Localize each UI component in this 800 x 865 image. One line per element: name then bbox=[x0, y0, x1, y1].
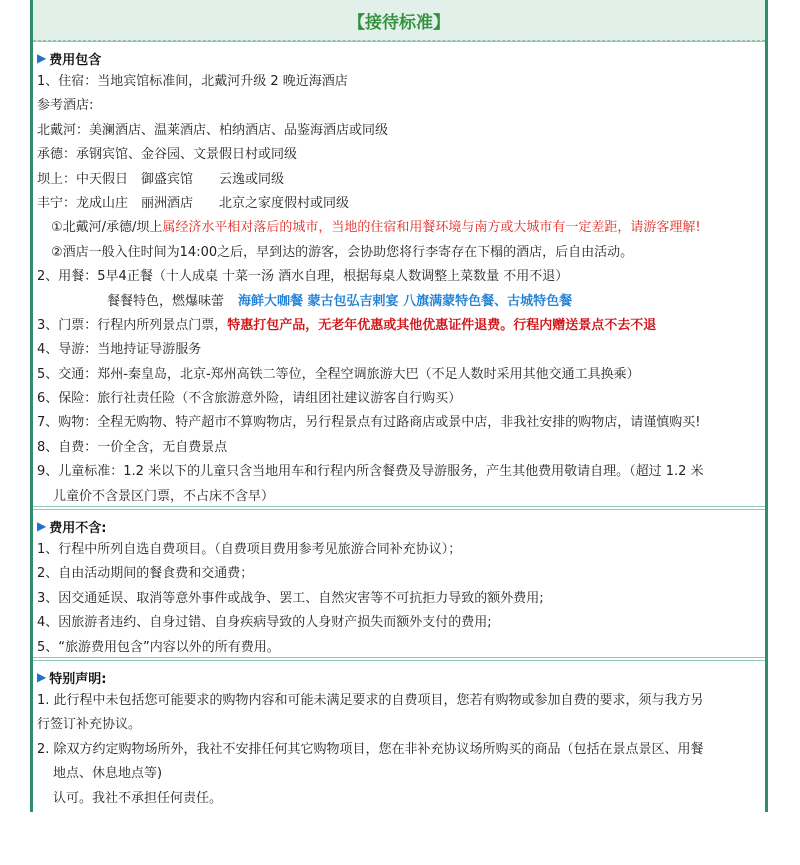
special-line-5: 认可。我社不承担任何责任。 bbox=[53, 790, 223, 806]
page-title: 【接待标准】 bbox=[348, 12, 450, 33]
special-statement-panel bbox=[33, 660, 765, 812]
reference-hotels-label: 参考酒店: bbox=[37, 98, 94, 114]
exclude-item: 1、行程中所列自选自费项目。（自费项目费用参考见旅游合同补充协议）； bbox=[37, 542, 462, 557]
fee-excluded-heading: ▶ 费用不含: bbox=[37, 519, 107, 536]
exclude-item: 3、因交通延误、取消等意外事件或战争、罢工、自然灾害等不可抗拒力导致的额外费用; bbox=[37, 590, 544, 606]
special-line-2: 行签订补充协议。 bbox=[37, 717, 142, 733]
accommodation-line: 1、住宿：当地宾馆标准间，北戴河升级 2 晚近海酒店 bbox=[37, 74, 348, 89]
meal-feature-line: 餐餐特色，燃爆味蕾 海鲜大咖餐 蒙古包弘吉剌宴 八旗满蒙特色餐、古城特色餐 bbox=[107, 293, 573, 309]
special-line-1: 1. 此行程中未包括您可能要求的购物内容和可能未满足要求的自费项目，您若有购物或参加自费的要求，须与我方另 bbox=[37, 693, 704, 708]
transport-line: 5、交通：郑州-秦皇岛，北京-郑州高铁二等位，全程空调旅游大巴（不足人数时采用其他交通工具换乘） bbox=[37, 366, 640, 382]
triangle-bullet-icon: ▶ bbox=[37, 519, 47, 533]
hotel-note-1: ①北戴河/承德/坝上属经济水平相对落后的城市，当地的住宿和用餐环境与南方或大城市有一定差距，请游客理解! bbox=[51, 220, 701, 236]
shopping-line: 7、购物：全程无购物、特产超市不算购物店，另行程景点有过路商店或景中店，非我社安排的购物店，请谨慎购买! bbox=[37, 415, 701, 431]
selfpay-line: 8、自费：一价全含，无自费景点 bbox=[37, 439, 228, 455]
insurance-line: 6、保险：旅行社责任险（不含旅游意外险，请组团社建议游客自行购买） bbox=[37, 391, 462, 407]
special-statement-heading: ▶ 特别声明: bbox=[37, 670, 107, 687]
hotels-beidaihe: 北戴河：美澜酒店、温莱酒店、柏纳酒店、品鉴海酒店或同级 bbox=[37, 122, 389, 138]
section-header bbox=[33, 0, 765, 41]
child-line-2: 儿童价不含景区门票，不占床不含早） bbox=[53, 488, 275, 504]
hotels-bashang: 坝上：中天假日 御盛宾馆 云逸或同级 bbox=[37, 171, 285, 187]
special-line-3: 2. 除双方约定购物场所外，我社不安排任何其它购物项目，您在非补充协议场所购买的商品（包括在景点景区、用餐 bbox=[37, 741, 704, 757]
exclude-item: 2、自由活动期间的餐食费和交通费； bbox=[37, 566, 254, 582]
child-line-1: 9、儿童标准：1.2 米以下的儿童只含当地用车和行程内所含餐费及导游服务，产生其他费用敬请自理。（超过 1.2 米 bbox=[37, 464, 704, 480]
hotels-fengning: 丰宁：龙成山庄 丽洲酒店 北京之家度假村或同级 bbox=[37, 195, 350, 211]
hotels-chengde: 承德：承钢宾馆、金谷园、文景假日村或同级 bbox=[37, 147, 298, 163]
hotel-note-2: ②酒店一般入住时间为14:00之后，早到达的游客，会协助您将行李寄存在下榻的酒店，后自由活动。 bbox=[51, 244, 634, 260]
triangle-bullet-icon: ▶ bbox=[37, 51, 47, 65]
meal-line: 2、用餐：5早4正餐（十人成桌 十菜一汤 酒水自理，根据每桌人数调整上菜数量 不用不退） bbox=[37, 269, 569, 285]
exclude-item: 5、“旅游费用包含”内容以外的所有费用。 bbox=[37, 639, 280, 655]
exclude-item: 4、因旅游者违约、自身过错、自身疾病导致的人身财产损失而额外支付的费用; bbox=[37, 615, 492, 631]
guide-line: 4、导游：当地持证导游服务 bbox=[37, 342, 202, 358]
fee-included-heading: ▶ 费用包含 bbox=[37, 51, 102, 68]
fee-excluded-panel bbox=[33, 509, 765, 658]
ticket-line: 3、门票：行程内所列景点门票，特惠打包产品，无老年优惠或其他优惠证件退费。行程内赠送景点不去不退 bbox=[37, 317, 657, 333]
special-line-4: 地点、休息地点等) bbox=[53, 766, 163, 782]
triangle-bullet-icon: ▶ bbox=[37, 670, 47, 684]
fee-included-panel bbox=[33, 41, 765, 507]
